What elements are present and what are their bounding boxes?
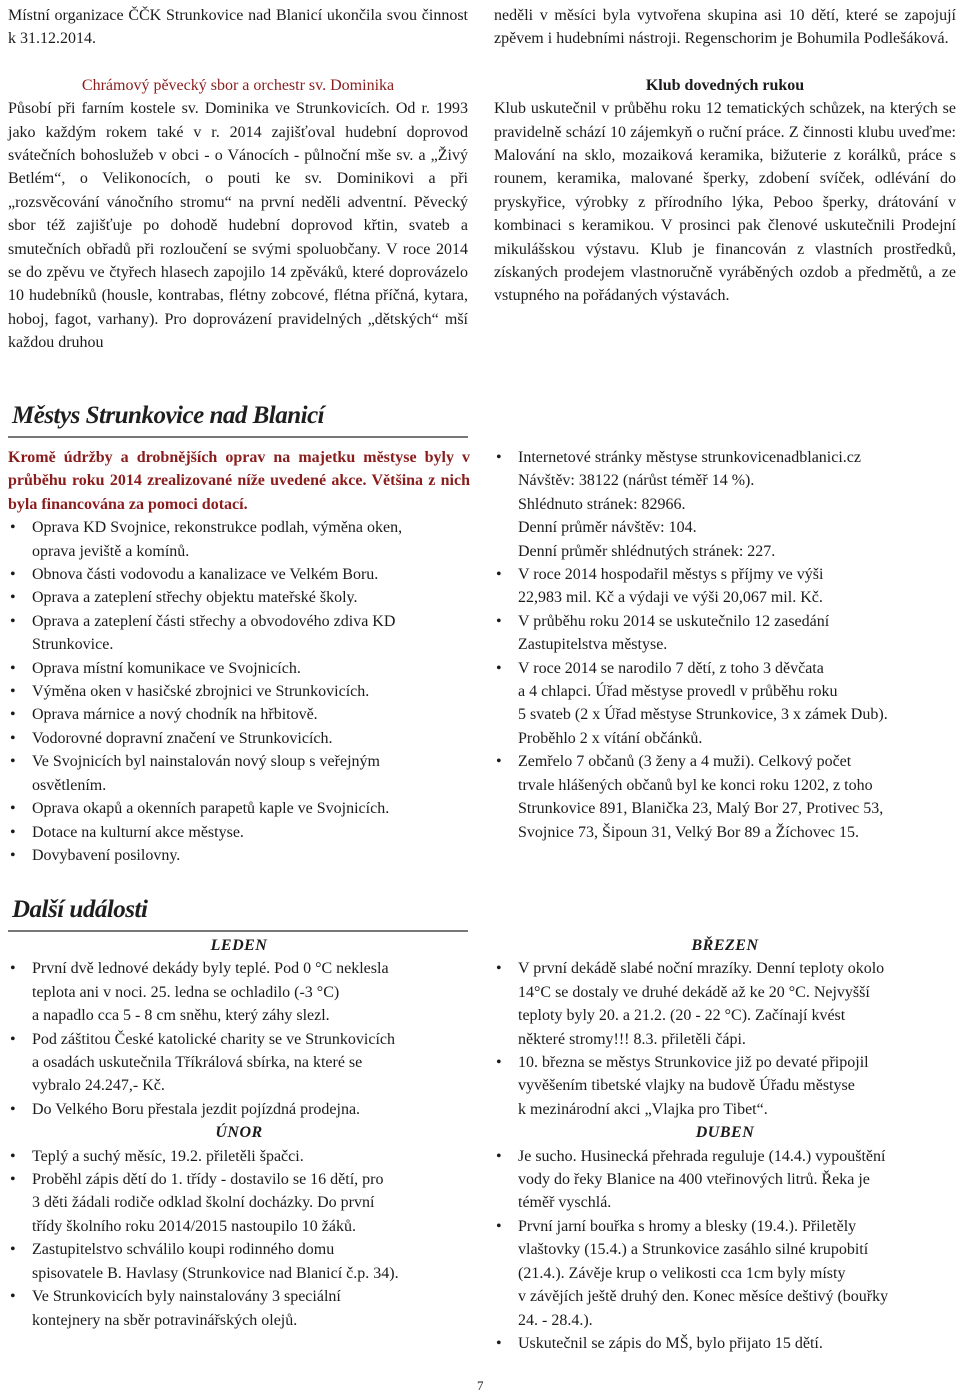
top-left-column (8, 4, 468, 355)
list-item (8, 727, 470, 750)
list-item-text: Do Velkého Boru přestala jezdit pojízdná prodejna. (32, 1100, 361, 1118)
list-item-text: Proběhl zápis dětí do 1. třídy - dostavilo se 16 dětí, pro 3 děti žádali rodiče odklad školní docházky. Do první třídy školního roku 2014/2015 nastoupilo 10 žáků. (32, 1171, 384, 1235)
leden-list (8, 957, 470, 1121)
month-heading-brezen: BŘEZEN (691, 937, 759, 954)
duben-list (494, 1145, 956, 1356)
choir-paragraph-continued: neděli v měsíci byla vytvořena skupina asi 10 dětí, které se zapojují zpěvem i hudebními nástroji. Regenschorim je Bohumila Podlešáková. (494, 7, 956, 48)
list-item (8, 610, 470, 657)
list-item (8, 1028, 470, 1098)
list-item (8, 1168, 470, 1238)
list-item (8, 821, 470, 844)
month-heading-duben: DUBEN (695, 1124, 755, 1142)
bullet-icon: • (10, 846, 16, 864)
list-item (8, 844, 470, 867)
list-item (8, 750, 470, 797)
list-item (8, 657, 470, 680)
month-heading-leden: LEDEN (210, 937, 268, 954)
bullet-icon: • (10, 753, 16, 771)
list-item-text: Oprava okapů a okenních parapetů kaple ve Svojnicích. (32, 800, 390, 818)
list-item (8, 957, 470, 1027)
bullet-icon: • (10, 519, 16, 537)
town-left-column (8, 446, 470, 867)
list-item-text: Oprava KD Svojnice, rekonstrukce podlah, výměna oken, oprava jeviště a komínů. (32, 519, 403, 560)
list-item-text: Oprava a zateplení střechy objektu mateřské školy. (32, 589, 358, 607)
bullet-icon: • (496, 753, 502, 771)
page-number: 7 (477, 1378, 484, 1393)
bullet-icon: • (10, 1030, 16, 1048)
bullet-icon: • (496, 1217, 502, 1235)
list-item-text: Zemřelo 7 občanů (3 ženy a 4 muži). Celkový počet trvale hlášených občanů byl ke konci roku 1202, z toho Strunkovice 891, Blanička 23, Malý Bor 27, Protivec 53, Svojnice 73, Šipoun 31, Velký Bor 89 a Žíchovec 15. (518, 753, 884, 841)
bullet-icon: • (10, 589, 16, 607)
bullet-icon: • (10, 1100, 16, 1118)
list-item (494, 446, 956, 563)
list-item-text: V roce 2014 se narodilo 7 dětí, z toho 3 děvčata a 4 chlapci. Úřad městyse provedl v průběhu roku 5 svateb (2 x Úřad městyse Strunkovice, 3 x zámek Dub). Proběhlo 2 x vítání občánků. (518, 659, 888, 747)
events-left-column (8, 934, 470, 1332)
list-item-text: Je sucho. Husinecká přehrada reguluje (14.4.) vypouštění vody do řeky Blanice na 400 vteřinových litrů. Řeka je téměř vyschlá. (518, 1147, 886, 1212)
list-item-text: Internetové stránky městyse strunkovicenadblanici.cz Návštěv: 38122 (nárůst téměř 14 %). Shlédnuto stránek: 82966. Denní průměr návštěv: 104. Denní průměr shlédnutých stránek: 227. (518, 449, 861, 560)
month-heading-unor: ÚNOR (215, 1124, 263, 1142)
bullet-icon: • (10, 683, 16, 701)
bullet-icon: • (10, 1288, 16, 1306)
list-item (494, 957, 956, 1051)
list-item (8, 703, 470, 726)
list-item-text: 10. března se městys Strunkovice již po devaté připojil vyvěšením tibetské vlajky na budově Úřadu městyse k mezinárodní akci „Vlajka pro Tibet“. (518, 1054, 869, 1118)
list-item (8, 680, 470, 703)
list-item-text: Oprava a zateplení části střechy a obvodového zdiva KD Strunkovice. (32, 612, 396, 654)
list-item (8, 1238, 470, 1285)
choir-paragraph: Působí při farním kostele sv. Dominika ve Strunkovicích. Od r. 1993 jako každým rokem také v r. 2014 zajišťoval hudební doprovod svátečních bohoslužeb v obci - o Vánocích - půlnoční mše sv. a „Živý Betlém“, o Velikonocích, o pouti ke sv. Dominikovi a při „rozsvěcování vánočního stromu“ na první neděli adventní. Pěvecký sbor též zajišťuje po dohodě hudební doprovod křtin, svateb a smutečních obřadů při rozloučení se svými spoluobčany. V roce 2014 se do zpěvu ve čtyřech hlasech zapojilo 14 zpěváků, které doprovázelo 10 hudebníků (housle, kontrabas, flétny zobcové, flétna příčná, kytara, hoboj, fagot, varhany). Pro doprovázení pravidelných „dětských“ mší každou druhou (8, 100, 468, 352)
bullet-icon: • (496, 566, 502, 584)
list-item-text: První dvě lednové dekády byly teplé. Pod 0 °C neklesla teplota ani v noci. 25. ledna se ochladilo (-3 °C) a napadlo cca 5 - 8 cm sněhu, který záhy slezl. (32, 960, 389, 1025)
list-item-text: Zastupitelstvo schválilo koupi rodinného domu spisovatele B. Havlasy (Strunkovice nad Blanicí č.p. 34). (32, 1241, 399, 1282)
list-item-text: Oprava márnice a nový chodník na hřbitově. (32, 706, 318, 724)
bullet-icon: • (496, 1334, 502, 1352)
list-item (494, 750, 956, 844)
list-item (494, 563, 956, 610)
events-title-rule (8, 930, 468, 932)
cck-paragraph: Místní organizace ČČK Strunkovice nad Blanicí ukončila svou činnost k 31.12.2014. (8, 7, 468, 48)
bullet-icon: • (10, 659, 16, 677)
list-item-text: První jarní bouřka s hromy a blesky (19.4.). Přiletěly vlaštovky (15.4.) a Strunkovice zasáhlo silné krupobití (21.4.). Závěje krup o velikosti cca 1cm byly místy v závějích ještě druhý den. Konec měsíce deštivý (bouřky 24. - 28.4.). (518, 1217, 889, 1329)
list-item (494, 657, 956, 751)
list-item-text: V roce 2014 hospodařil městys s příjmy ve výši 22,983 mil. Kč a výdaji ve výši 20,067 mil. Kč. (518, 566, 824, 607)
club-heading: Klub dovedných rukou (645, 76, 805, 94)
town-facts-list (494, 446, 956, 844)
bullet-icon: • (10, 800, 16, 818)
list-item-text: Obnova části vodovodu a kanalizace ve Velkém Boru. (32, 566, 379, 584)
events-right-column (494, 934, 956, 1355)
bullet-icon: • (10, 823, 16, 841)
bullet-icon: • (496, 449, 502, 466)
list-item (494, 1145, 956, 1215)
town-right-column (494, 446, 956, 844)
list-item (494, 1051, 956, 1121)
list-item-text: Teplý a suchý měsíc, 19.2. přiletěli špačci. (32, 1147, 304, 1165)
list-item-text: Ve Svojnicích byl nainstalován nový sloup s veřejným osvětlením. (32, 753, 380, 794)
bullet-icon: • (10, 706, 16, 724)
brezen-list (494, 957, 956, 1121)
list-item-text: Dovybavení posilovny. (32, 846, 181, 864)
list-item-text: V průběhu roku 2014 se uskutečnilo 12 zasedání Zastupitelstva městyse. (518, 612, 830, 654)
list-item (8, 563, 470, 586)
list-item-text: Vodorovné dopravní značení ve Strunkovicích. (32, 729, 333, 747)
bullet-icon: • (496, 960, 502, 978)
list-item-text: V první dekádě slabé noční mrazíky. Denní teploty okolo 14°C se dostaly ve druhé dekádě až ke 20 °C. Nejvyšší teploty byly 20. a 21.2. (20 - 22 °C). Začínají kvést některé stromy!!! 8.3. přiletěli čápi. (518, 960, 885, 1048)
list-item-text: Oprava místní komunikace ve Svojnicích. (32, 659, 301, 677)
bullet-icon: • (10, 960, 16, 978)
bullet-icon: • (10, 1241, 16, 1259)
list-item (494, 1215, 956, 1332)
club-paragraph: Klub uskutečnil v průběhu roku 12 tematických schůzek, na kterých se pravidelně schází 10 zájemkyň o ruční práce. Z činnosti klubu uveďme: Malování na sklo, mozaiková keramika, bižuterie z korálků, práce s rounem, keramika, malované šperky, zdobení svíček, odlévání do pryskyřice, výrobky z přírodního lýka, Peboo šperky, drátování v kombinaci s keramikou. V prosinci pak členové uskutečnili Prodejní mikulášskou výstavu. Klub je financován z vlastních prostředků, získaných prodejem vlastnoručně vyráběných ozdob a předmětů, a ze vstupného na pořádaných výstavách. (494, 100, 956, 305)
bullet-icon: • (496, 612, 502, 630)
choir-heading: Chrámový pěvecký sbor a orchestr sv. Dominika (81, 76, 395, 94)
top-right-column (494, 4, 956, 308)
bullet-icon: • (10, 612, 16, 630)
bullet-icon: • (10, 1171, 16, 1189)
list-item (8, 1285, 470, 1332)
list-item (8, 516, 470, 563)
bullet-icon: • (10, 1147, 16, 1165)
bullet-icon: • (496, 1147, 502, 1165)
list-item-text: Ve Strunkovicích byly nainstalovány 3 speciální kontejnery na sběr potravinářských olejů. (32, 1288, 341, 1329)
bullet-icon: • (496, 1054, 502, 1072)
bullet-icon: • (496, 659, 502, 677)
list-item (494, 610, 956, 657)
list-item (8, 1098, 470, 1121)
bullet-icon: • (10, 566, 16, 584)
events-section-title: Další události (12, 896, 148, 923)
list-item (494, 1332, 956, 1355)
town-intro: Kromě údržby a drobnějších oprav na majetku městyse byly v průběhu roku 2014 zrealizované níže uvedené akce. Většina z nich byla financována za pomoci dotací. (8, 449, 470, 513)
bullet-icon: • (10, 729, 16, 747)
list-item-text: Pod záštitou České katolické charity se ve Strunkovicích a osadách uskutečnila Tříkrálová sbírka, na které se vybralo 24.247,- Kč. (32, 1030, 396, 1095)
list-item (8, 586, 470, 609)
list-item-text: Výměna oken v hasičské zbrojnici ve Strunkovicích. (32, 683, 370, 701)
town-section-title: Městys Strunkovice nad Blanicí (12, 402, 325, 429)
list-item (8, 1145, 470, 1168)
unor-list (8, 1145, 470, 1332)
town-actions-list (8, 516, 470, 867)
town-title-rule (8, 436, 468, 438)
list-item-text: Uskutečnil se zápis do MŠ, bylo přijato 15 dětí. (518, 1334, 823, 1352)
list-item-text: Dotace na kulturní akce městyse. (32, 823, 244, 841)
list-item (8, 797, 470, 820)
